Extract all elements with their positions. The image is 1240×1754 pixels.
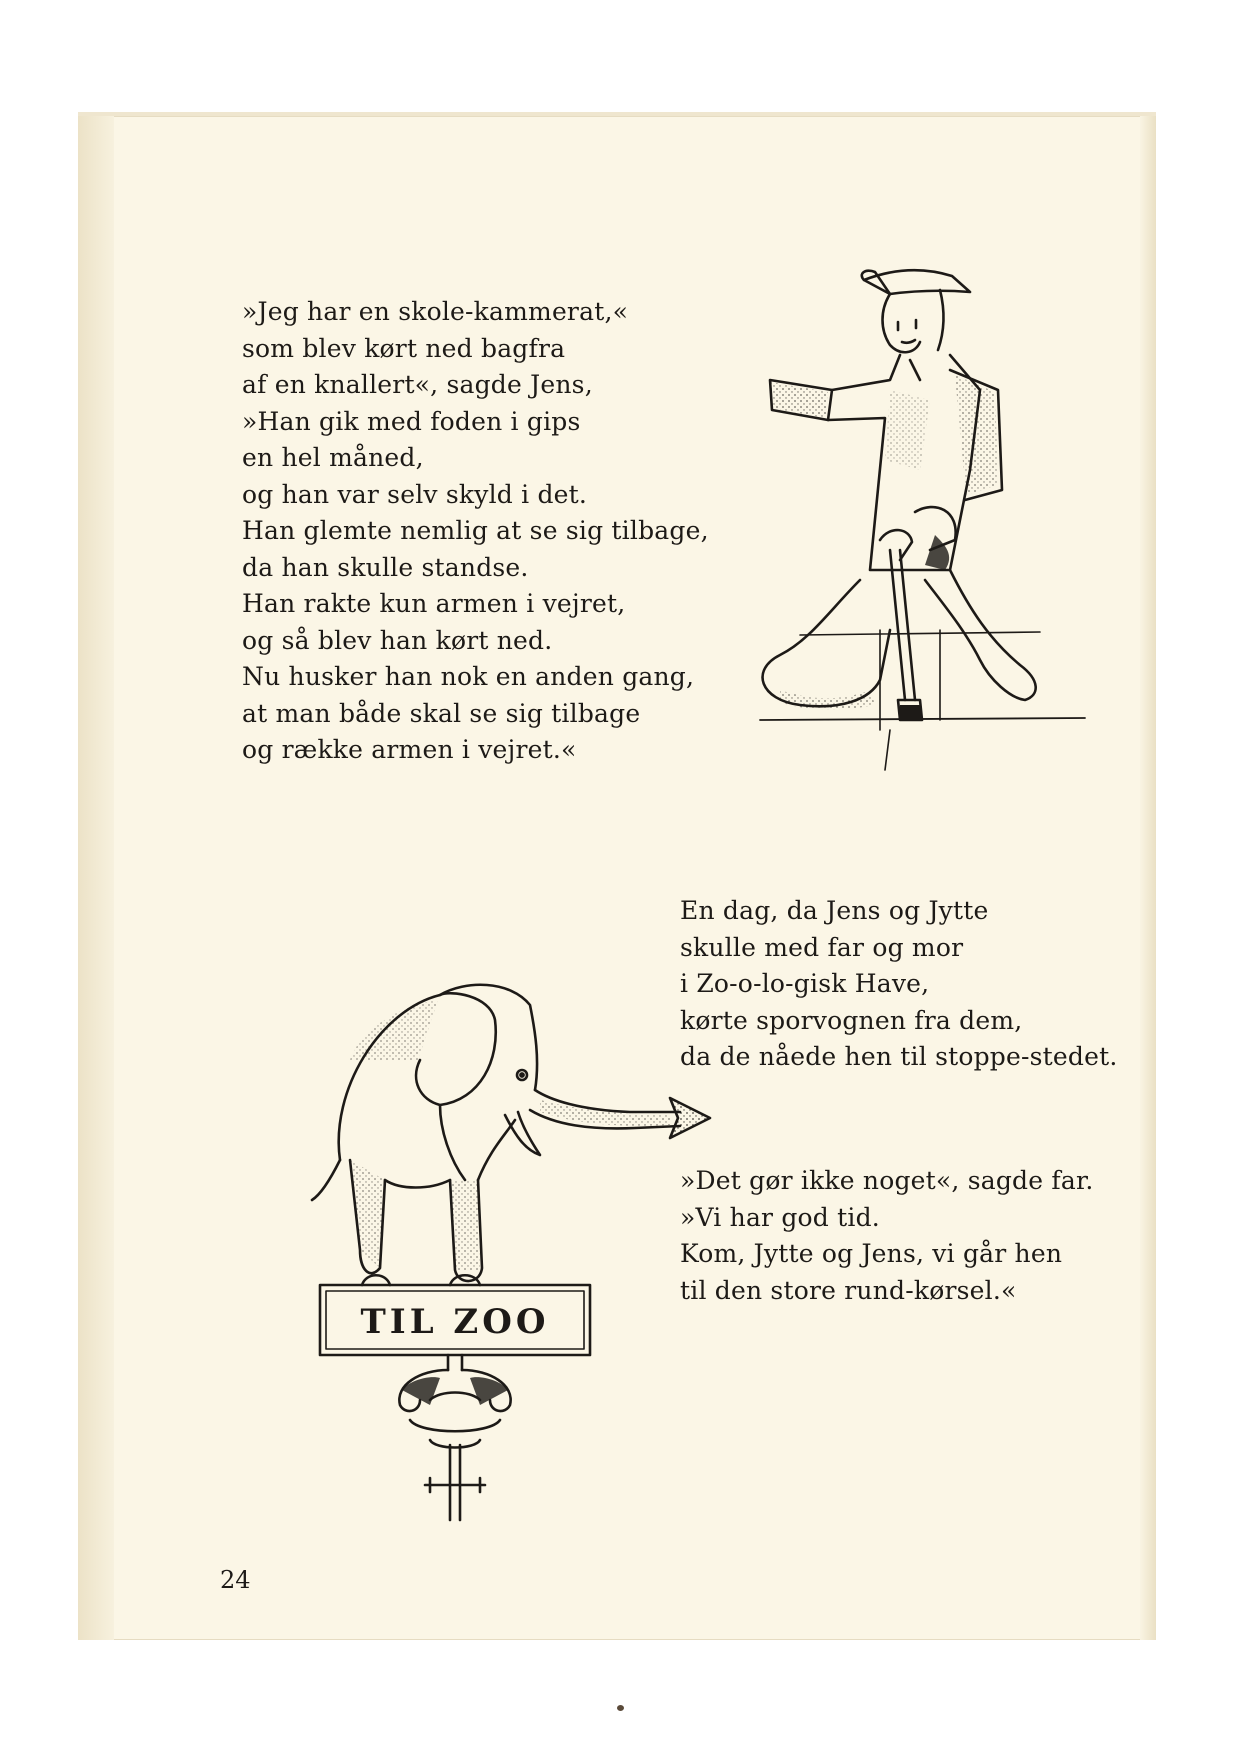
story-paragraph-1 [242,294,709,769]
text-line: Han rakte kun armen i vejret, [242,589,626,618]
text-line: Nu husker han nok en anden gang, [242,662,695,691]
text-line: en hel måned, [242,443,424,472]
text-line: af en knallert«, sagde Jens, [242,370,593,399]
text-line: til den store rund-kørsel.« [680,1275,1017,1305]
page-edge-left [78,116,114,1640]
boy-with-crutch-icon [740,250,1110,830]
text-line: En dag, da Jens og Jytte [680,896,989,925]
text-line: »Jeg har en skole-kammerat,« [242,297,629,326]
text-line: »Vi har god tid. [680,1202,880,1232]
text-line: kørte sporvognen fra dem, [680,1005,1023,1035]
text-line: som blev kørt ned bagfra [242,333,566,363]
text-line: »Han gik med foden i gips [242,406,581,436]
elephant-zoo-sign-icon [290,950,770,1530]
text-line: Kom, Jytte og Jens, vi går hen [680,1239,1063,1268]
text-line: Han glemte nemlig at se sig tilbage, [242,516,709,545]
text-line: at man både skal se sig tilbage [242,698,641,728]
text-line: i Zo-o-lo-gisk Have, [680,969,930,998]
ink-spot [617,1705,624,1711]
text-line: da de nåede hen til stoppe-stedet. [680,1042,1118,1071]
text-line: og række armen i vejret.« [242,735,577,764]
text-line: og så blev han kørt ned. [242,625,553,655]
text-line: og han var selv skyld i det. [242,479,588,509]
page-number: 24 [220,1566,251,1594]
page-edge-right [1140,116,1156,1640]
text-line: »Det gør ikke noget«, sagde far. [680,1166,1094,1195]
sign-text: TIL ZOO [360,1302,550,1342]
text-line: da han skulle standse. [242,552,529,582]
text-line: skulle med far og mor [680,932,964,962]
